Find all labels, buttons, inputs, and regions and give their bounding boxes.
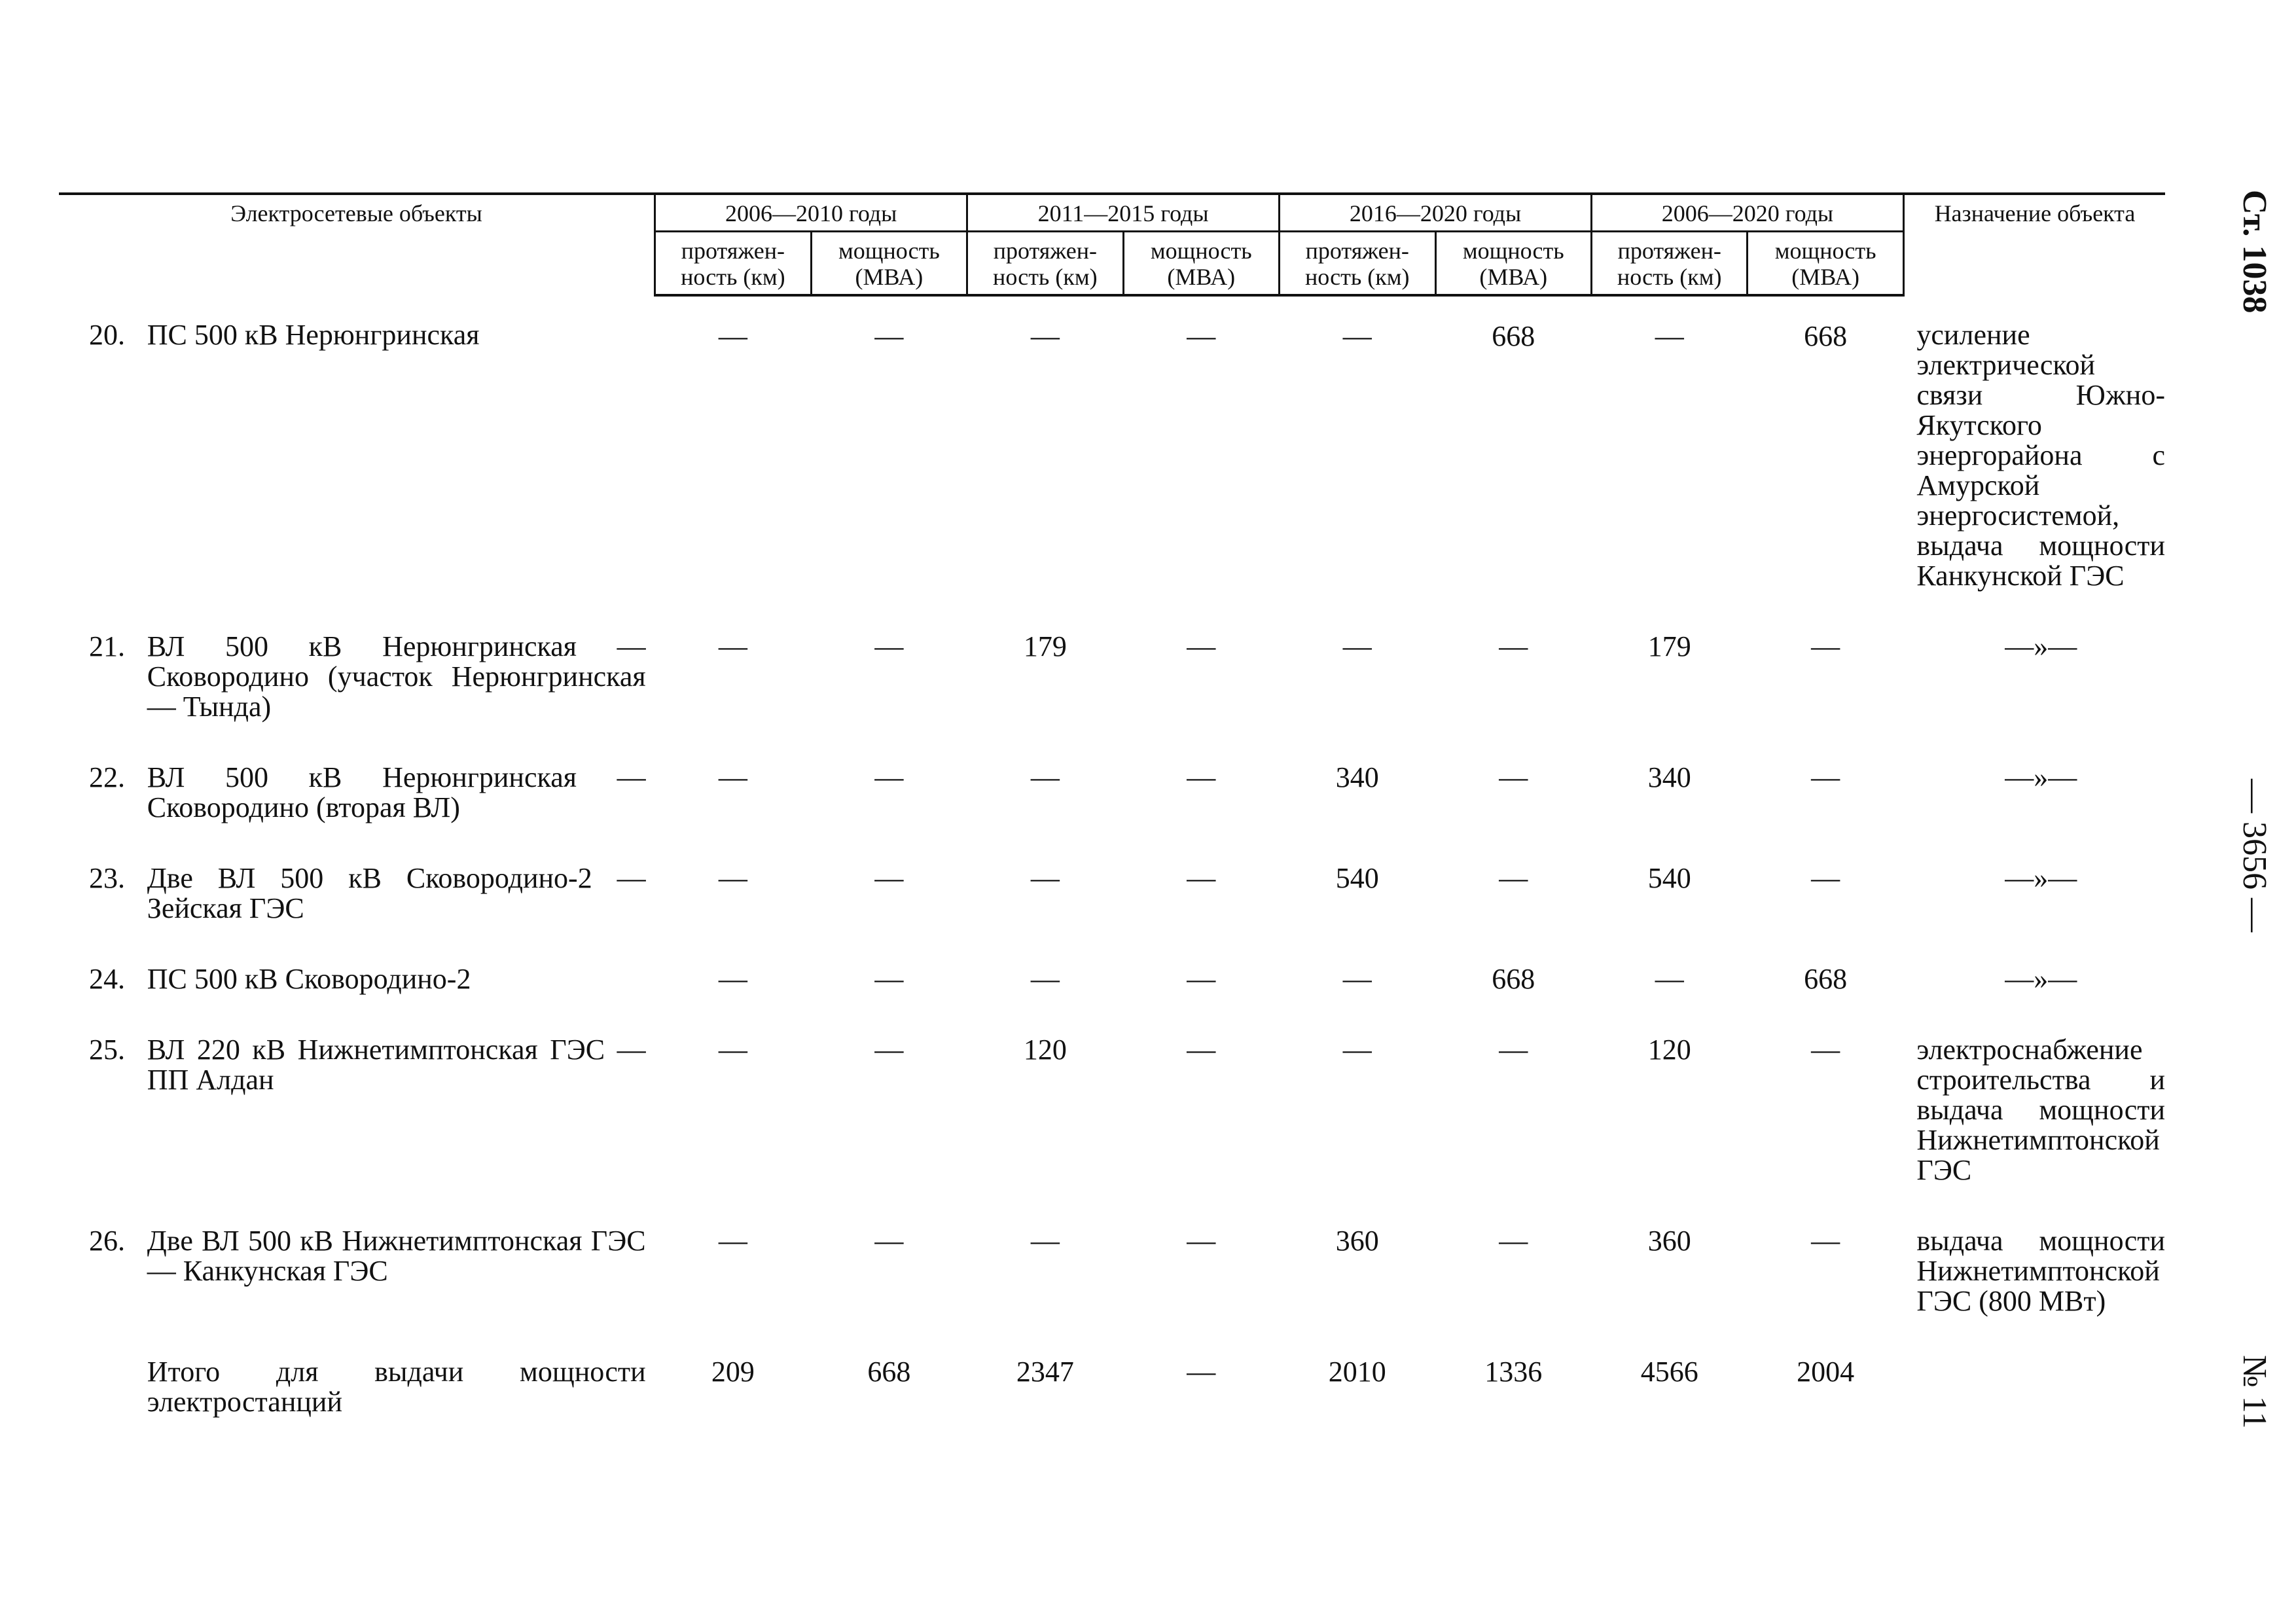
cell-length-2016-2020: —	[1342, 963, 1372, 995]
cell-length-2006-2020: —	[1655, 963, 1684, 995]
cell-length-2011-2015: —	[1030, 320, 1060, 352]
row-number	[59, 1357, 142, 1417]
cell-length-2006-2010: —	[718, 320, 747, 352]
total-length-2016-2020: 2010	[1328, 1356, 1386, 1388]
cell-power-2006-2010: —	[874, 862, 904, 894]
object-purpose	[1903, 1357, 2165, 1417]
total-label: Итого для выдачи мощности электростанций	[147, 1356, 646, 1418]
cell-length-2006-2020: 179	[1647, 630, 1691, 662]
total-length-2006-2010: 209	[711, 1356, 755, 1388]
header-period: 2011—2015 годы	[967, 194, 1280, 232]
cell-power-2016-2020: —	[1499, 630, 1528, 662]
cell-length-2011-2015: 120	[1023, 1034, 1067, 1066]
cell-power-2006-2020: 668	[1804, 963, 1848, 995]
row-number: 20.	[89, 319, 125, 351]
object-purpose: выдача мощности Нижнетимптонской ГЭС (800 МВт)	[1916, 1225, 2165, 1317]
cell-power-2011-2015: —	[1187, 963, 1216, 995]
cell-length-2006-2010: —	[718, 1225, 747, 1257]
cell-length-2006-2020: 120	[1647, 1034, 1691, 1066]
header-period: 2006—2010 годы	[655, 194, 967, 232]
cell-power-2006-2020: —	[1811, 630, 1840, 662]
cell-power-2006-2010: —	[874, 963, 904, 995]
object-purpose: усиление электрической связи Южно-Якутского энергорайона с Амурской энергосистемой, выдача мощности Канкунской ГЭС	[1916, 319, 2165, 592]
law-reference: Ст. 1038	[2236, 190, 2273, 314]
object-purpose: электроснабжение строительства и выдача мощности Нижнетимптонской ГЭС	[1916, 1034, 2165, 1186]
cell-length-2006-2010: —	[718, 630, 747, 662]
row-number: 24.	[89, 963, 125, 995]
row-number: 25.	[89, 1034, 125, 1066]
header-period: 2016—2020 годы	[1280, 194, 1592, 232]
cell-length-2006-2020: 540	[1647, 862, 1691, 894]
cell-power-2006-2020: —	[1811, 761, 1840, 793]
cell-length-2006-2010: —	[718, 761, 747, 793]
cell-length-2016-2020: 540	[1335, 862, 1379, 894]
table-row	[59, 763, 2165, 863]
object-purpose: —»—	[2005, 862, 2077, 894]
cell-power-2016-2020: —	[1499, 1225, 1528, 1257]
cell-length-2006-2010: —	[718, 862, 747, 894]
table-row	[59, 1035, 2165, 1226]
cell-power-2006-2010: —	[874, 1034, 904, 1066]
header-power: мощность (МВА)	[1435, 232, 1591, 296]
cell-length-2016-2020: —	[1342, 320, 1372, 352]
cell-power-2011-2015: —	[1187, 320, 1216, 352]
total-length-2006-2020: 4566	[1640, 1356, 1698, 1388]
object-name: ПС 500 кВ Сковородино-2	[147, 963, 471, 995]
table-body	[59, 295, 2165, 1417]
cell-length-2011-2015: 179	[1023, 630, 1067, 662]
row-number: 23.	[89, 862, 125, 894]
cell-power-2016-2020: —	[1499, 862, 1528, 894]
object-purpose: —»—	[2005, 761, 2077, 793]
total-row	[59, 1357, 2165, 1417]
header-objects: Электросетевые объекты	[59, 194, 655, 295]
cell-power-2006-2020: 668	[1804, 320, 1848, 352]
cell-length-2011-2015: —	[1030, 761, 1060, 793]
cell-power-2011-2015: —	[1187, 1034, 1216, 1066]
header-length: протяжен-ность (км)	[1591, 232, 1747, 296]
issue-number: № 11	[2236, 1355, 2273, 1429]
cell-power-2011-2015: —	[1187, 761, 1216, 793]
row-number: 22.	[89, 761, 125, 793]
cell-length-2006-2020: —	[1655, 320, 1684, 352]
object-name: ВЛ 500 кВ Нерюнгринская — Сковородино (участок Нерюнгринская — Тында)	[147, 630, 646, 723]
cell-power-2016-2020: 668	[1492, 963, 1535, 995]
object-purpose: —»—	[2005, 630, 2077, 662]
cell-length-2016-2020: 340	[1335, 761, 1379, 793]
header-length: протяжен-ность (км)	[655, 232, 811, 296]
cell-power-2006-2010: —	[874, 630, 904, 662]
cell-power-2006-2010: —	[874, 1225, 904, 1257]
table-row	[59, 863, 2165, 964]
cell-length-2011-2015: —	[1030, 963, 1060, 995]
header-length: протяжен-ность (км)	[1280, 232, 1435, 296]
cell-power-2006-2010: —	[874, 761, 904, 793]
header-power: мощность (МВА)	[811, 232, 967, 296]
cell-power-2006-2020: —	[1811, 1034, 1840, 1066]
object-name: Две ВЛ 500 кВ Сковородино-2 — Зейская ГЭС	[147, 862, 646, 924]
page-number: — 3656 —	[2236, 779, 2273, 932]
total-power-2016-2020: 1336	[1484, 1356, 1543, 1388]
object-name: ВЛ 500 кВ Нерюнгринская — Сковородино (вторая ВЛ)	[147, 761, 646, 823]
total-power-2006-2010: 668	[867, 1356, 911, 1388]
cell-length-2011-2015: —	[1030, 862, 1060, 894]
cell-length-2006-2010: —	[718, 963, 747, 995]
table-header	[59, 194, 2165, 295]
table-row	[59, 632, 2165, 763]
object-name: ВЛ 220 кВ Нижнетимптонская ГЭС — ПП Алдан	[147, 1034, 646, 1096]
header-power: мощность (МВА)	[1748, 232, 1903, 296]
cell-length-2006-2020: 360	[1647, 1225, 1691, 1257]
object-name: ПС 500 кВ Нерюнгринская	[147, 319, 480, 351]
cell-power-2016-2020: —	[1499, 761, 1528, 793]
header-length: протяжен-ность (км)	[967, 232, 1123, 296]
table-row	[59, 295, 2165, 632]
cell-power-2006-2020: —	[1811, 862, 1840, 894]
row-number: 26.	[89, 1225, 125, 1257]
cell-power-2016-2020: 668	[1492, 320, 1535, 352]
object-name: Две ВЛ 500 кВ Нижнетимптонская ГЭС — Канкунская ГЭС	[147, 1225, 646, 1287]
cell-length-2016-2020: —	[1342, 1034, 1372, 1066]
header-period: 2006—2020 годы	[1591, 194, 1903, 232]
cell-length-2016-2020: 360	[1335, 1225, 1379, 1257]
grid-objects-table	[59, 192, 2165, 1417]
table-row	[59, 964, 2165, 1035]
table-row	[59, 1226, 2165, 1357]
row-number: 21.	[89, 630, 125, 662]
object-purpose: —»—	[2005, 963, 2077, 995]
cell-power-2011-2015: —	[1187, 1225, 1216, 1257]
cell-length-2006-2020: 340	[1647, 761, 1691, 793]
cell-length-2006-2010: —	[718, 1034, 747, 1066]
cell-power-2006-2020: —	[1811, 1225, 1840, 1257]
cell-power-2011-2015: —	[1187, 630, 1216, 662]
header-power: мощность (МВА)	[1123, 232, 1279, 296]
header-purpose: Назначение объекта	[1903, 194, 2165, 295]
cell-power-2006-2010: —	[874, 320, 904, 352]
total-power-2006-2020: 2004	[1797, 1356, 1855, 1388]
total-length-2011-2015: 2347	[1016, 1356, 1074, 1388]
cell-length-2011-2015: —	[1030, 1225, 1060, 1257]
cell-power-2011-2015: —	[1187, 862, 1216, 894]
cell-power-2016-2020: —	[1499, 1034, 1528, 1066]
cell-length-2016-2020: —	[1342, 630, 1372, 662]
total-power-2011-2015: —	[1187, 1356, 1216, 1388]
